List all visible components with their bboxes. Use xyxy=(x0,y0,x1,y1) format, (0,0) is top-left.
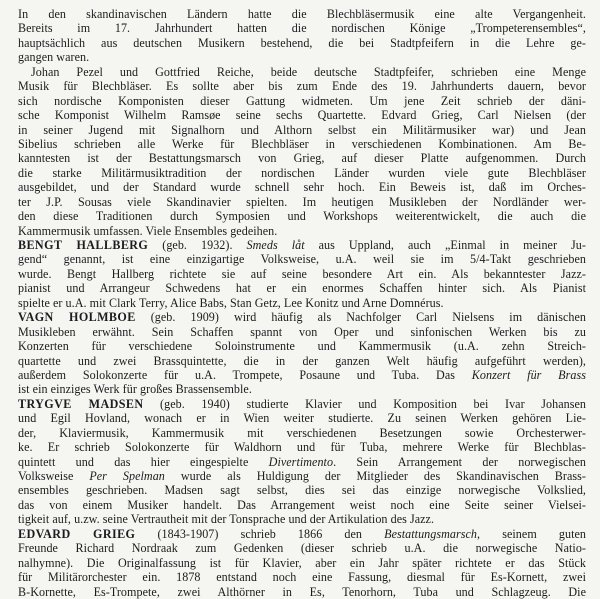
line-text: sche Komponist Wilhelm Ramsøe seine sechs Quartette. Edvard Grieg, Carl Nielsen (der xyxy=(18,108,586,123)
paragraph-hallberg xyxy=(18,238,586,310)
text-line xyxy=(18,570,586,584)
work-title: Divertimento xyxy=(268,454,334,469)
text-line xyxy=(18,382,586,396)
line-text: ist ein einziges Werk für großes Brassensemble. xyxy=(18,382,252,397)
line-text: nalhymne). Die Originalfassung ist für Klavier, aber ein Jahr später richtete er das Stück xyxy=(18,555,586,570)
line-text: sich nordische Komponisten dieser Gattung widmeten. Um jene Zeit schrieb der däni- xyxy=(18,93,586,108)
line-text: quintett und das hier eingespielte xyxy=(18,454,269,469)
text-line xyxy=(18,21,586,35)
text-line xyxy=(18,498,586,512)
line-text: Konzerten für verschiedene Soloinstrumente und Kammermusik (u.A. zehn Streich- xyxy=(18,339,586,354)
line-text: Kammermusik umfassen. Viele Ensembles gedeihen. xyxy=(18,223,278,238)
line-text: quartette und zwei Brassquintette, die in der ganzen Welt häufig aufgeführt werden), xyxy=(18,353,586,368)
line-text: gend“ genannt, ist eine einzigartige Volksweise, u.A. weil sie im 5/4-Takt geschrieben xyxy=(18,252,586,267)
line-text: Bereits im 17. Jahrhundert hatten die nordischen Könige „Trompeterensembles“, xyxy=(18,21,586,36)
text-line xyxy=(18,325,586,339)
line-text: wurde. Bengt Hallberg richtete sie auf seine besondere Art ein. Als bekanntester Jazz- xyxy=(18,266,586,281)
text-line xyxy=(18,108,586,122)
text-line xyxy=(18,209,586,223)
line-text: ausgebildet, und der Standard wurde schnell sehr hoch. Ein Beweis ist, daß im Orches- xyxy=(18,180,586,195)
line-text: , seinem guten xyxy=(477,526,586,541)
composer-name: EDVARD GRIEG xyxy=(18,526,136,541)
text-line xyxy=(18,137,586,151)
line-text: ke. Er schrieb Solokonzerte für Waldhorn und für Tuba, mehrere Werke für Blechblas- xyxy=(18,440,586,455)
text-line xyxy=(18,483,586,497)
composer-name: VAGN HOLMBOE xyxy=(18,310,136,325)
text-line xyxy=(18,281,586,295)
line-text: ensembles geschrieben. Madsen sagt selbst, dies sei das einzige norwegische Volkslied, xyxy=(18,483,586,498)
line-text: tigkeit auf, u.zw. seine Vertrautheit mit der Tonsprache und der Artikulation des Jazz. xyxy=(18,512,435,527)
text-line xyxy=(18,267,586,281)
text-line xyxy=(18,426,586,440)
line-text: den diese Traditionen durch Symposien und Workshops weiterentwickelt, die auch die xyxy=(18,209,586,224)
text-line xyxy=(18,527,586,541)
line-text: Johan Pezel und Gottfried Reiche, beide deutsche Stadtpfeifer, schrieben eine Menge xyxy=(31,64,586,79)
text-line xyxy=(18,556,586,570)
text-line xyxy=(18,541,586,555)
line-text: Musik für Blechbläser. Es sollte aber bis zum Ende des 19. Jahrhunderts dauern, bevor xyxy=(18,79,586,94)
line-text: für Militärorchester ein. 1878 entstand noch eine Fassung, diesmal für Es-Kornett, zwei xyxy=(18,570,586,585)
line-text: gangen waren. xyxy=(18,50,90,65)
text-line xyxy=(18,166,586,180)
line-text: in seiner Jugend mit Signalhorn und Althorn selbst ein Militärmusiker war) und Jean xyxy=(18,122,586,137)
work-title: Smeds låt xyxy=(246,238,305,252)
paragraph-madsen xyxy=(18,397,586,527)
paragraph-holmboe xyxy=(18,310,586,397)
line-text: (1843-1907) schrieb 1866 den xyxy=(135,526,385,541)
line-text: pianist und Arrangeur Schwedens hat er ein enormes Schaffen hinter sich. Als Pianist xyxy=(18,281,586,296)
text-line xyxy=(18,252,586,266)
line-text: ter J.P. Sousas viele Skandinavier spielten. Im heutigen Musikleben der Nordländer wer- xyxy=(18,194,586,209)
text-line xyxy=(18,7,586,21)
line-text: und Egil Hovland, wonach er in Wien weiter studierte. Zu seinen Werken gehören Lie- xyxy=(18,411,586,426)
composer-name: BENGT HALLBERG xyxy=(18,238,149,252)
text-line xyxy=(18,195,586,209)
text-line xyxy=(18,310,586,324)
work-title: Konzert für Brass xyxy=(471,367,586,382)
line-text: hauptsächlich aus deutschen Musikern bestehend, die bei Stadtpfeifern in die Lehre ge- xyxy=(18,35,586,50)
text-line xyxy=(18,512,586,526)
work-title: Per Spelman xyxy=(89,469,165,483)
line-text: das von einem Musiker handelt. Das Arrangement weist noch eine Seite seiner Vielsei- xyxy=(18,497,586,512)
text-line xyxy=(18,455,586,469)
text-line xyxy=(18,296,586,310)
text-line xyxy=(18,354,586,368)
text-line xyxy=(18,397,586,411)
text-line xyxy=(18,180,586,194)
line-text: Musikleben erwähnt. Sein Schaffen spannt von Oper und sinfonischen Werken bis zu xyxy=(18,324,586,339)
text-line xyxy=(18,368,586,382)
text-line xyxy=(18,94,586,108)
text-line xyxy=(18,65,586,79)
text-line xyxy=(18,469,586,483)
line-text: wurde als Huldigung der Mitglieder des Skandinavischen Brass- xyxy=(164,469,586,483)
text-line xyxy=(18,440,586,454)
line-text: . Sein Arrangement der norwegischen xyxy=(333,454,586,469)
text-line xyxy=(18,151,586,165)
work-title: Bestattungsmarsch xyxy=(384,526,478,541)
text-line xyxy=(18,339,586,353)
line-text: spielte er u.A. mit Clark Terry, Alice Babs, Stan Getz, Lee Konitz und Arne Domnérus. xyxy=(18,295,444,310)
paragraph-history xyxy=(18,65,586,238)
line-text: Freunde Richard Nordraak zum Gedenken (dieser schrieb u.A. die norwegische Natio- xyxy=(18,541,586,556)
line-text: (geb. 1940) studierte Klavier und Komposition bei Ivar Johansen xyxy=(143,396,586,411)
line-text: In den skandinavischen Ländern hatte die Blechbläsermusik eine alte Vergangenheit. xyxy=(18,7,586,21)
text-line xyxy=(18,585,586,599)
line-text: der, Klaviermusik, Kammermusik mit verschiedenen Besetzungen sowie Orchesterwer- xyxy=(18,425,586,440)
line-text: Volksweise xyxy=(18,469,90,483)
paragraph-intro xyxy=(18,7,586,65)
text-line xyxy=(18,79,586,93)
line-text: kanntesten ist der Bestattungsmarsch von Grieg, auf dieser Platte aufgenommen. Durch xyxy=(18,151,586,166)
composer-name: TRYGVE MADSEN xyxy=(18,396,144,411)
line-text: außerdem Solokonzerte für u.A. Trompete, Posaune und Tuba. Das xyxy=(18,367,472,382)
text-line xyxy=(18,123,586,137)
text-line xyxy=(18,411,586,425)
text-line xyxy=(18,224,586,238)
line-text: B-Kornette, Es-Trompete, zwei Althörner in Es, Tenorhorn, Tuba und Schlagzeug. Die xyxy=(18,584,586,599)
paragraph-grieg xyxy=(18,527,586,599)
line-text: Sibelius schrieben alle Werke für Blechbläser in verschiedenen Kombinationen. Am Be- xyxy=(18,136,586,151)
line-text: aus Uppland, auch „Einmal in meiner Ju- xyxy=(304,238,586,252)
line-text: die starke Militärmusiktradition der nordischen Länder wurden viele gute Blechbläser xyxy=(18,165,586,180)
text-line xyxy=(18,238,586,252)
text-line xyxy=(18,36,586,50)
line-text: (geb. 1909) wird häufig als Nachfolger Carl Nielsens im dänischen xyxy=(135,310,586,325)
text-line xyxy=(18,50,586,64)
line-text: (geb. 1932). xyxy=(148,238,247,252)
